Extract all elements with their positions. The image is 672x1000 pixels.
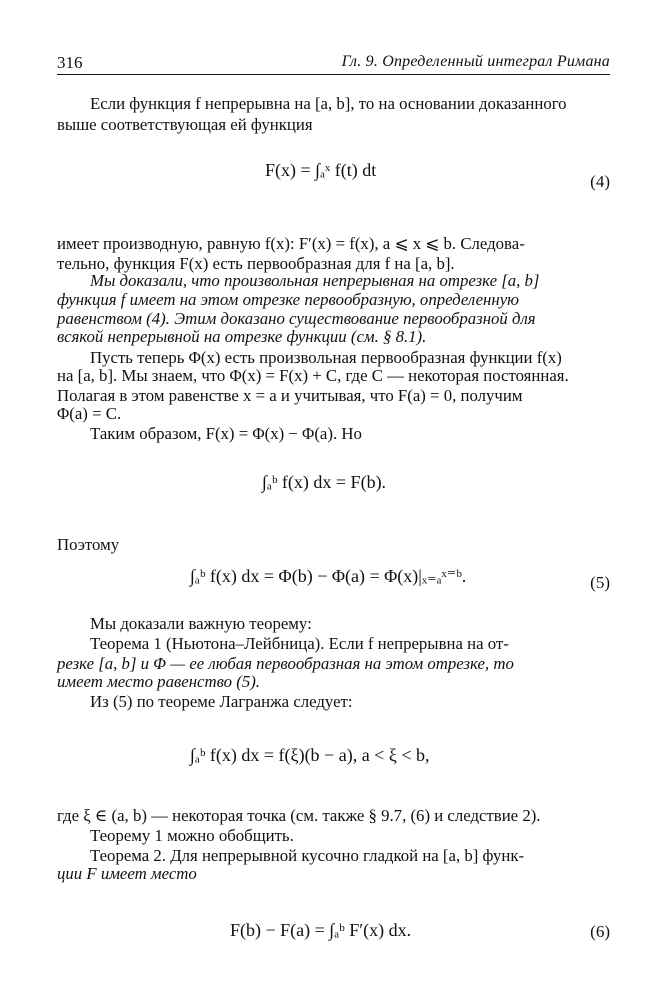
text-line: Поэтому <box>57 535 120 554</box>
equation-4-body: F(x) = ∫ₐˣ f(t) dt <box>265 160 377 180</box>
equation-lagrange: ∫ₐᵇ f(x) dx = f(ξ)(b − a), a < ξ < b, <box>190 745 430 765</box>
text-line: тельно, функция F(x) есть первообразная для f на [a, b]. <box>57 254 455 273</box>
text-line: Теорему 1 можно обобщить. <box>90 826 294 845</box>
page-number: 316 <box>57 53 83 72</box>
text-line: Φ(a) = C. <box>57 404 122 423</box>
text-line: Если функция f непрерывна на [a, b], то на основании доказанного <box>90 94 567 113</box>
page-header <box>57 50 610 75</box>
text-line: выше соответствующая ей функция <box>57 115 313 134</box>
text-line: равенством (4). Этим доказано существование первообразной для <box>57 309 536 328</box>
equation-6-number: (6) <box>590 922 610 941</box>
text-line: имеет место равенство (5). <box>57 672 260 691</box>
equation-6-body: F(b) − F(a) = ∫ₐᵇ F′(x) dx. <box>230 920 412 940</box>
equation-integral-fb: ∫ₐᵇ f(x) dx = F(b). <box>262 472 387 492</box>
equation-5-number: (5) <box>590 573 610 592</box>
text-line: имеет производную, равную f(x): F′(x) = f(x), a ⩽ x ⩽ b. Следова- <box>57 234 525 253</box>
text-line: Пусть теперь Φ(x) есть произвольная первообразная функции f(x) <box>90 348 562 367</box>
text-line: функция f имеет на этом отрезке первообразную, определенную <box>57 290 519 309</box>
equation-5-body: ∫ₐᵇ f(x) dx = Φ(b) − Φ(a) = Φ(x)|ₓ₌ₐˣ⁼ᵇ. <box>190 566 467 586</box>
theorem-2-heading: Теорема 2. Для непрерывной кусочно гладкой на [a, b] функ- <box>90 846 525 865</box>
text-line: Из (5) по теореме Лагранжа следует: <box>90 692 353 711</box>
text-line: Мы доказали, что произвольная непрерывная на отрезке [a, b] <box>90 271 540 290</box>
text-line: Полагая в этом равенстве x = a и учитывая, что F(a) = 0, получим <box>57 386 523 405</box>
text-line: на [a, b]. Мы знаем, что Φ(x) = F(x) + C, где C — некоторая постоянная. <box>57 366 569 385</box>
text-line: всякой непрерывной на отрезке функции (см. § 8.1). <box>57 327 427 346</box>
text-line: резке [a, b] и Φ — ее любая первообразная на этом отрезке, то <box>57 654 514 673</box>
text-line: ции F имеет место <box>57 864 197 883</box>
equation-4-number: (4) <box>590 172 610 191</box>
text-line: Мы доказали важную теорему: <box>90 614 312 633</box>
theorem-1-heading: Теорема 1 (Ньютона–Лейбница). Если f непрерывна на от- <box>90 634 509 653</box>
text-line: Таким образом, F(x) = Φ(x) − Φ(a). Но <box>90 424 362 443</box>
text-line: где ξ ∈ (a, b) — некоторая точка (см. также § 9.7, (6) и следствие 2). <box>57 806 541 825</box>
running-title: Гл. 9. Определенный интеграл Римана <box>341 53 610 70</box>
